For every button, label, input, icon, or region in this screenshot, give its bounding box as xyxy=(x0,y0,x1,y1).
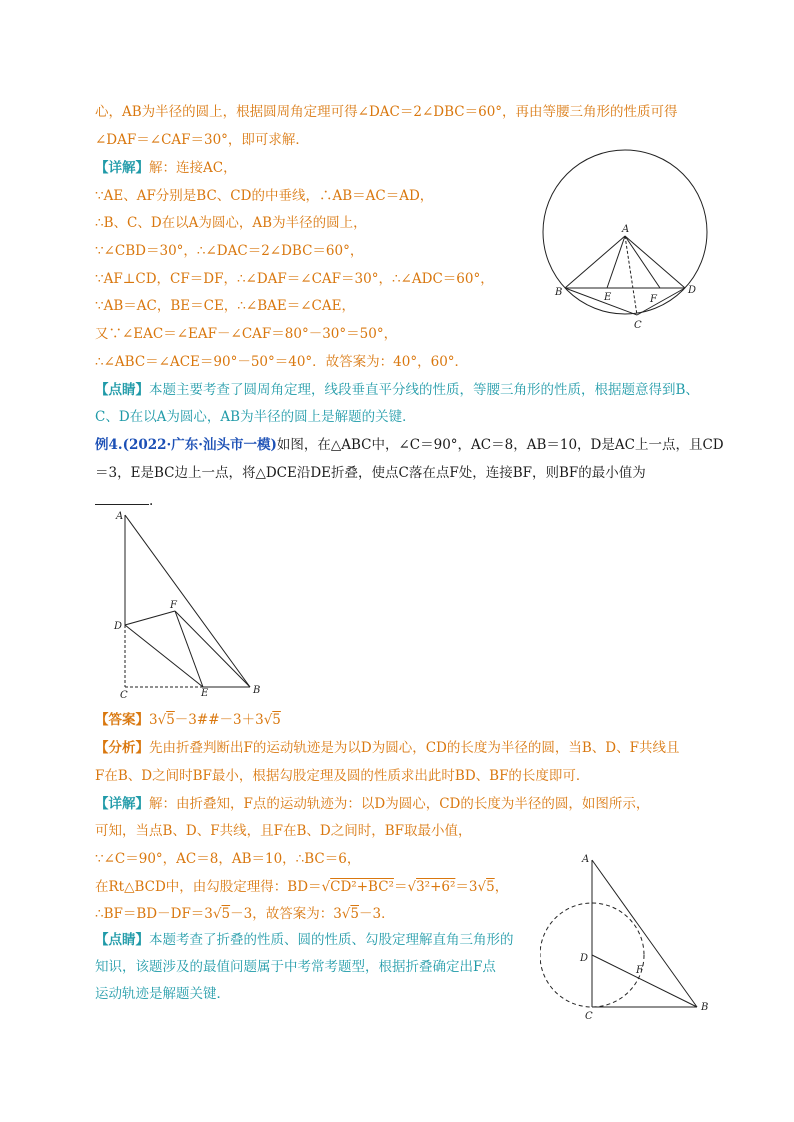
ex3-comment-line1: 【点睛】本题主要考查了圆周角定理，线段垂直平分线的性质，等腰三角形的性质，根据题意得到B、 xyxy=(95,382,699,398)
ex3-analysis-line1: 心，AB为半径的圆上，根据圆周角定理可得∠DAC＝2∠DBC＝60°，再由等腰三角形的性质可得 xyxy=(95,104,678,120)
label-B: B xyxy=(555,287,563,298)
detail-tag: 【详解】 xyxy=(95,160,149,176)
ex4-question-line1: 例4.(2022·广东·汕头市一模)如图，在△ABC中，∠C＝90°，AC＝8，AB＝10，D是AC上一点，且CD xyxy=(95,437,724,453)
ex3-detail-line2: ∵AE、AF分别是BC、CD的中垂线，∴AB＝AC＝AD， xyxy=(95,188,434,204)
ex3-detail-line3: ∴B、C、D在以A为圆心，AB为半径的圆上， xyxy=(95,215,367,231)
fig1-label-A: A xyxy=(116,511,124,522)
label-A: A xyxy=(622,224,630,235)
ex3-comment-line2: C、D在以A为圆心，AB为半径的圆上是解题的关键． xyxy=(95,409,416,425)
ex4-fold-figure xyxy=(110,505,270,700)
ex4-answer: 【答案】3√5－3##－3＋3√5 xyxy=(95,712,281,728)
fig1-label-F: F xyxy=(170,600,177,611)
fig1-label-E: E xyxy=(201,688,209,699)
ex4-question-line2: ＝3，E是BC边上一点，将△DCE沿DE折叠，使点C落在点F处，连接BF，则BF的最小值为 xyxy=(95,465,646,481)
label-E: E xyxy=(604,292,612,303)
ex4-detail-line1: 【详解】解：由折叠知，F点的运动轨迹为：以D为圆心，CD的长度为半径的圆，如图所示， xyxy=(95,796,650,812)
ex4-detail-line3: ∵∠C＝90°，AC＝8，AB＝10，∴BC＝6， xyxy=(95,851,361,867)
ex3-detail-line8: ∴∠ABC＝∠ACE＝90°－50°＝40°．故答案为：40°，60°． xyxy=(95,354,469,370)
ex3-detail-line4: ∵∠CBD＝30°，∴∠DAC＝2∠DBC＝60°， xyxy=(95,243,364,259)
ex4-analysis-line1: 【分析】先由折叠判断出F的运动轨迹是为以D为圆心，CD的长度为半径的圆，当B、D、F共线且 xyxy=(95,740,680,756)
fig1-label-C: C xyxy=(120,690,128,700)
fig2-label-D: D xyxy=(580,953,589,964)
ex4-detail-line5: ∴BF＝BD－DF＝3√5－3，故答案为：3√5－3． xyxy=(95,906,395,922)
fig2-label-F: F xyxy=(636,965,643,976)
ex3-circle-figure xyxy=(540,140,720,340)
ex3-detail-line5: ∵AF⊥CD，CF＝DF，∴∠DAF＝∠CAF＝30°，∴∠ADC＝60°， xyxy=(95,271,494,287)
fig1-label-D: D xyxy=(114,621,123,632)
ex3-detail-line7: 又∵∠EAC＝∠EAF－∠CAF＝80°－30°＝50°， xyxy=(95,326,398,342)
label-D: D xyxy=(688,285,697,296)
fig1-label-B: B xyxy=(253,685,261,696)
label-F: F xyxy=(650,294,657,305)
ex4-circle-figure xyxy=(540,845,720,1025)
answer-blank xyxy=(95,490,149,505)
ex3-detail-line1: 【详解】解：连接AC， xyxy=(95,160,237,176)
ex4-question-line3: . xyxy=(95,490,153,511)
label-C: C xyxy=(634,320,642,331)
fig2-label-B: B xyxy=(701,1002,709,1013)
ex4-detail-line4: 在Rt△BCD中，由勾股定理得：BD＝√CD²+BC²＝√3²+6²＝3√5， xyxy=(95,879,509,895)
ex4-comment-line3: 运动轨迹是解题关键． xyxy=(95,986,230,1002)
ex4-analysis-line2: F在B、D之间时BF最小，根据勾股定理及圆的性质求出此时BD、BF的长度即可． xyxy=(95,768,590,784)
ex3-detail-line6: ∵AB＝AC，BE＝CE，∴∠BAE＝∠CAE， xyxy=(95,298,355,314)
fig2-label-A: A xyxy=(582,854,590,865)
ex3-analysis-line2: ∠DAF＝∠CAF＝30°，即可求解． xyxy=(95,132,309,148)
ex4-comment-line1: 【点睛】本题考查了折叠的性质、圆的性质、勾股定理解直角三角形的 xyxy=(95,932,514,948)
fig2-label-C: C xyxy=(585,1011,593,1022)
ex4-detail-line2: 可知，当点B、D、F共线，且F在B、D之间时，BF取最小值， xyxy=(95,823,472,839)
ex4-comment-line2: 知识，该题涉及的最值问题属于中考常考题型，根据折叠确定出F点 xyxy=(95,959,496,975)
